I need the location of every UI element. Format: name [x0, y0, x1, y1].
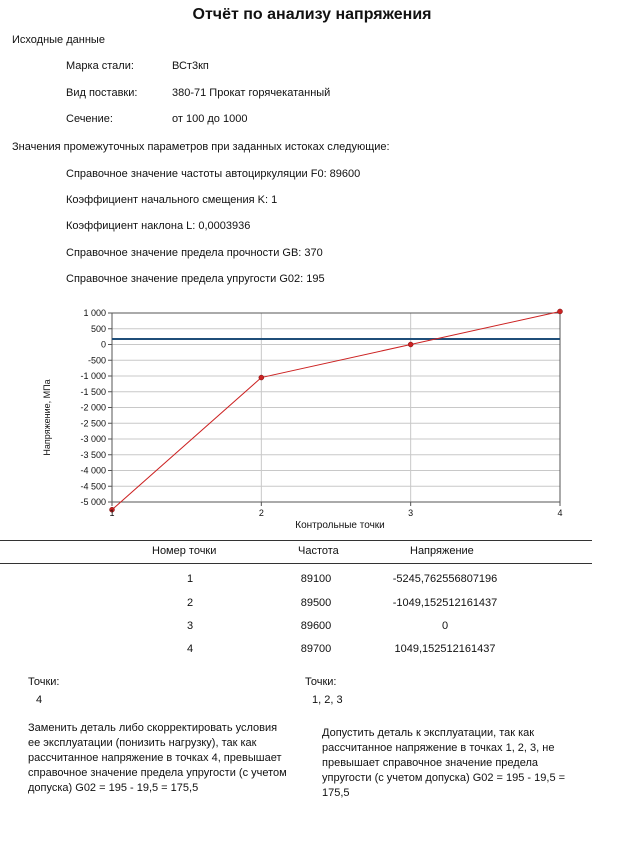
conclusion-1-points-label: Точки:: [28, 676, 60, 688]
col-header-point: Номер точки: [152, 545, 217, 557]
x-tick-labels: [109, 508, 562, 518]
conclusion-2-points: 1, 2, 3: [312, 694, 343, 706]
supply-type-value: 380-71 Прокат горячекатанный: [172, 87, 331, 99]
conclusion-2-points-label: Точки:: [305, 676, 337, 688]
x-tick-label: 1: [109, 508, 115, 518]
y-tick-label: 500: [90, 323, 106, 334]
param-slope-coefficient: Коэффициент наклона L: 0,0003936: [66, 220, 251, 232]
x-tick-label: 2: [258, 508, 264, 518]
cell-frequency: 89500: [300, 597, 332, 609]
y-axis-label: Напряжение, МПа: [42, 379, 52, 456]
y-tick-label: -1 000: [80, 371, 106, 381]
y-tick-label: -2 500: [80, 418, 106, 429]
cell-stress: 0: [441, 620, 449, 632]
param-offset-coefficient: Коэффициент начального смещения K: 1: [66, 194, 278, 206]
y-tick-label: -4 500: [80, 481, 106, 492]
conclusion-1-text: Заменить деталь либо скорректировать условия ее эксплуатации (понизить нагрузку), так как рассчитанное напряжение в точках 4, превышает справочное значение предела упругости (с учетом допуска) G02 = 195 - 19,5 = 175,5: [28, 722, 287, 794]
cell-frequency: 89700: [300, 643, 332, 655]
data-point: [558, 309, 563, 314]
conclusion-2-text: Допустить деталь к эксплуатации, так как рассчитанное напряжение в точках 1, 2, 3, не превышает справочное значение предела упругости (с учетом допуска) G02 = 195 - 19,5 = 175,5: [322, 727, 566, 799]
data-point: [259, 375, 264, 380]
section-value: от 100 до 1000: [172, 113, 248, 125]
cell-point: 4: [186, 643, 194, 655]
supply-type-label: Вид поставки:: [66, 87, 138, 99]
y-tick-label: 0: [100, 339, 106, 350]
source-heading: Исходные данные: [12, 34, 105, 46]
x-tick-label: 4: [557, 508, 563, 518]
stress-chart: [40, 305, 580, 540]
cell-point: 3: [186, 620, 194, 632]
params-heading: Значения промежуточных параметров при заданных истоках следующие:: [12, 141, 390, 153]
cell-point: 2: [186, 597, 194, 609]
y-tick-labels: [80, 308, 106, 507]
data-point: [408, 342, 413, 347]
y-tick-label: -4 000: [80, 465, 106, 476]
section-label: Сечение:: [66, 113, 113, 125]
cell-point: 1: [186, 573, 194, 585]
table-header-rule: [0, 563, 592, 564]
param-yield-strength: Справочное значение предела упругости G02: 195: [66, 273, 325, 285]
cell-stress: -5245,762556807196: [392, 573, 498, 585]
y-tick-label: -1 500: [80, 386, 106, 397]
steel-grade-value: ВСт3кп: [172, 60, 209, 72]
chart-grid: [108, 313, 560, 506]
stress-series-line: [112, 311, 560, 509]
x-axis-label: Контрольные точки: [295, 520, 385, 531]
param-tensile-strength: Справочное значение предела прочности GB: 370: [66, 247, 323, 259]
y-tick-label: -2 000: [80, 402, 106, 413]
steel-grade-label: Марка стали:: [66, 60, 134, 72]
cell-stress: -1049,152512161437: [392, 597, 498, 609]
page-title: Отчёт по анализу напряжения: [192, 6, 432, 23]
y-tick-label: -500: [87, 355, 106, 366]
cell-stress: 1049,152512161437: [394, 643, 496, 655]
table-top-rule: [0, 540, 592, 541]
y-tick-label: -5 000: [80, 497, 106, 507]
y-tick-label: -3 000: [80, 434, 106, 444]
y-tick-label: 1 000: [83, 308, 106, 318]
param-frequency: Справочное значение частоты автоциркуляции F0: 89600: [66, 168, 361, 180]
col-header-stress: Напряжение: [410, 545, 474, 557]
cell-frequency: 89100: [300, 573, 332, 585]
y-tick-label: -3 500: [80, 449, 106, 460]
conclusion-1-points: 4: [36, 694, 43, 706]
col-header-frequency: Частота: [298, 545, 339, 557]
x-tick-label: 3: [408, 508, 414, 518]
cell-frequency: 89600: [300, 620, 332, 632]
